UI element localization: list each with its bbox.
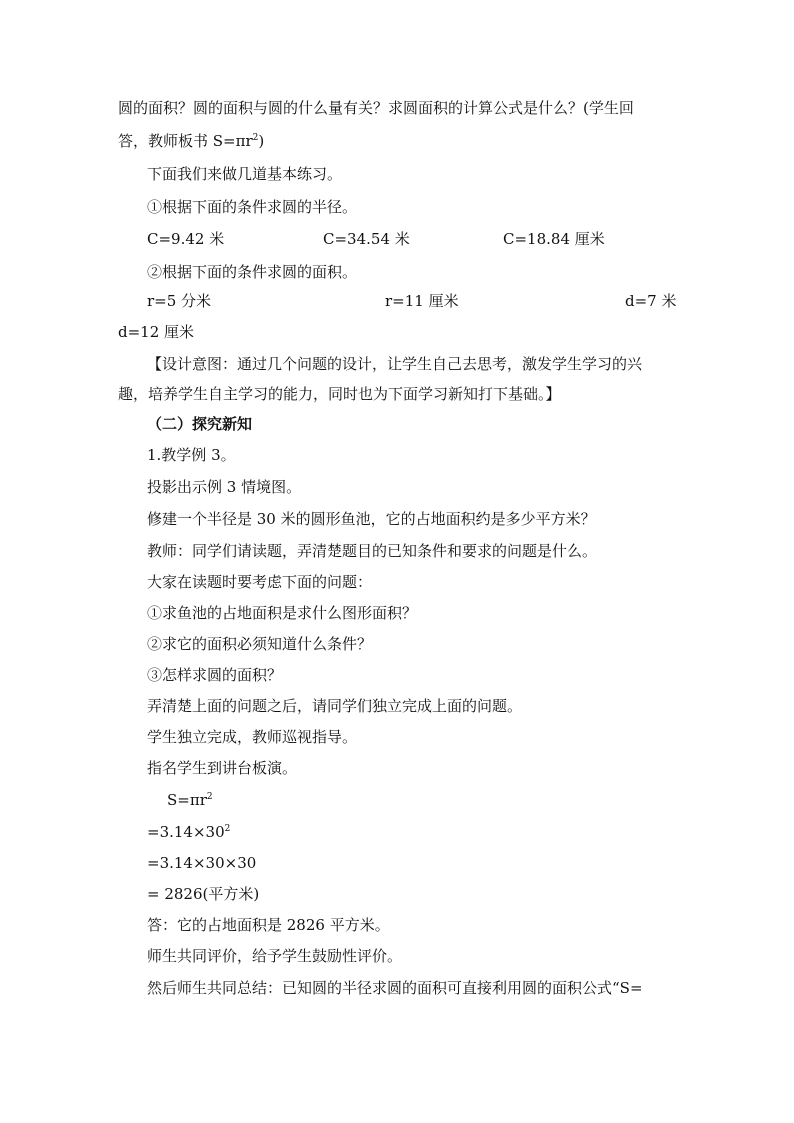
calc-step-4: = 2826(平方米) (147, 885, 260, 903)
teach-item: 1.教学例 3。 (147, 446, 236, 464)
calc-step-1 (167, 790, 213, 810)
answer-text: 答：它的占地面积是 2826 平方米。 (147, 916, 390, 934)
intro-line-2 (118, 131, 264, 151)
consider-question-3: ③怎样求圆的面积？ (147, 666, 283, 684)
q2-item-2: r=11 厘米 (385, 292, 459, 310)
calc-step-2-text: =3.14×30 (147, 823, 225, 841)
intro-line-1: 圆的面积？圆的面积与圆的什么量有关？求圆面积的计算公式是什么？(学生回 (118, 99, 634, 117)
board-text: 指名学生到讲台板演。 (147, 759, 298, 777)
superscript: 2 (224, 824, 231, 834)
question-1-title: ①根据下面的条件求圆的半径。 (147, 198, 358, 216)
q2-item-4: d=12 厘米 (118, 323, 195, 341)
q1-item-1: C=9.42 米 (147, 230, 225, 248)
practice-intro: 下面我们来做几道基本练习。 (147, 165, 343, 183)
summary-text: 然后师生共同总结：已知圆的半径求圆的面积可直接利用圆的面积公式“S= (147, 979, 643, 997)
consider-text: 大家在读题时要考虑下面的问题： (147, 573, 373, 591)
q2-item-1: r=5 分米 (147, 292, 212, 310)
evaluate-text: 师生共同评价，给予学生鼓励性评价。 (147, 947, 403, 965)
after-text: 弄清楚上面的问题之后，请同学们独立完成上面的问题。 (147, 697, 523, 715)
section-heading: （二）探究新知 (147, 415, 253, 433)
calc-step-1-text: S=πr (167, 791, 207, 809)
independent-text: 学生独立完成，教师巡视指导。 (147, 728, 358, 746)
superscript: 2 (252, 133, 259, 143)
question-2-title: ②根据下面的条件求圆的面积。 (147, 263, 358, 281)
q1-item-2: C=34.54 米 (323, 230, 410, 248)
calc-step-3: =3.14×30×30 (147, 854, 257, 872)
projection-text: 投影出示例 3 情境图。 (147, 478, 302, 496)
superscript: 2 (206, 792, 213, 802)
intro-line-2-end: ) (258, 132, 265, 150)
design-intent-line-2: 趣，培养学生自主学习的能力，同时也为下面学习新知打下基础。】 (118, 385, 561, 403)
q2-item-3: d=7 米 (625, 292, 677, 310)
design-intent-line-1: 【设计意图：通过几个问题的设计，让学生自己去思考，激发学生学习的兴 (147, 355, 643, 373)
q1-item-3: C=18.84 厘米 (503, 230, 605, 248)
calc-step-2 (147, 822, 230, 842)
consider-question-1: ①求鱼池的占地面积是求什么图形面积？ (147, 604, 418, 622)
intro-line-2-text: 答，教师板书 S=πr (118, 132, 253, 150)
consider-question-2: ②求它的面积必须知道什么条件？ (147, 635, 373, 653)
problem-text: 修建一个半径是 30 米的圆形鱼池，它的占地面积约是多少平方米？ (147, 510, 596, 528)
teacher-text: 教师：同学们请读题，弄清楚题目的已知条件和要求的问题是什么。 (147, 542, 598, 560)
